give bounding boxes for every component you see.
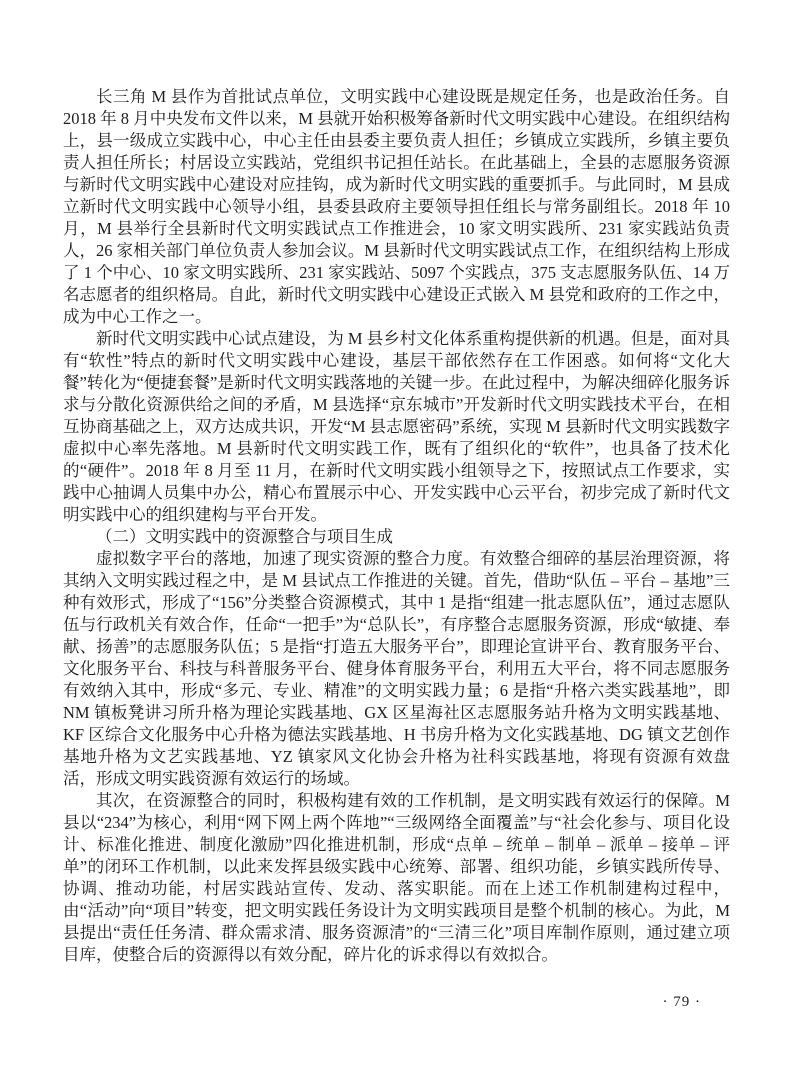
page-number: · 79 · [662,994,701,1010]
main-text-block [63,86,730,966]
paragraph: 新时代文明实践中心试点建设，为 M 县乡村文化体系重构提供新的机遇。但是，面对具有“软性”特点的新时代文明实践中心建设，基层干部依然存在工作困惑。如何将“文化大餐”转化为“便捷套餐”是新时代文明实践落地的关键一步。在此过程中，为解决细碎化服务诉求与分散化资源供给之间的矛盾，M 县选择“京东城市”开发新时代文明实践技术平台，在相互协商基础之上，双方达成共识，开发“M 县志愿密码”系统，实现 M 县新时代文明实践数字虚拟中心率先落地。M 县新时代文明实践工作，既有了组织化的“软件”，也具备了技术化的“硬件”。2018 年 8 月至 11 月，在新时代文明实践小组领导之下，按照试点工作要求，实践中心抽调人员集中办公，精心布置展示中心、开发实践中心云平台，初步完成了新时代文明实践中心的组织建构与平台开发。 [63,329,730,524]
paragraph: 其次，在资源整合的同时，积极构建有效的工作机制，是文明实践有效运行的保障。M 县以“234”为核心，利用“网下网上两个阵地”“三级网络全面覆盖”与“社会化参与、项目化设计、标准化推进、制度化激励”四化推进机制，形成“点单 – 统单 – 制单 – 派单 – 接单 – 评单”的闭环工作机制，以此来发挥县级实践中心统筹、部署、组织功能，乡镇实践所传导、协调、推动功能，村居实践站宣传、发动、落实职能。而在上述工作机制建构过程中，由“活动”向“项目”转变，把文明实践任务设计为文明实践项目是整个机制的核心。为此，M 县提出“责任任务清、群众需求清、服务资源清”的“三清三化”项目库制作原则，通过建立项目库，使整合后的资源得以有效分配，碎片化的诉求得以有效拟合。 [63,791,730,964]
paragraph: 虚拟数字平台的落地，加速了现实资源的整合力度。有效整合细碎的基层治理资源，将其纳入文明实践过程之中，是 M 县试点工作推进的关键。首先，借助“队伍 – 平台 – 基地”三种有效形式，形成了“156”分类整合资源模式，其中 1 是指“组建一批志愿队伍”，通过志愿队伍与行政机关有效合作，任命“一把手”为“总队长”，有序整合志愿服务资源，形成“敏捷、奉献、扬善”的志愿服务队伍；5 是指“打造五大服务平台”，即理论宣讲平台、教育服务平台、文化服务平台、科技与科普服务平台、健身体育服务平台，利用五大平台，将不同志愿服务有效纳入其中，形成“多元、专业、精准”的文明实践力量；6 是指“升格六类实践基地”，即 NM 镇板凳讲习所升格为理论实践基地、GX 区星海社区志愿服务站升格为文明实践基地、KF 区综合文化服务中心升格为德法实践基地、H 书房升格为文化实践基地、DG 镇文艺创作基地升格为文艺实践基地、YZ 镇家风文化协会升格为社科实践基地，将现有资源有效盘活，形成文明实践资源有效运行的场域。 [63,549,730,788]
section-heading: （二）文明实践中的资源整合与项目生成 [96,527,393,546]
paragraph: 长三角 M 县作为首批试点单位，文明实践中心建设既是规定任务，也是政治任务。自 2018 年 8 月中央发布文件以来，M 县就开始积极筹备新时代文明实践中心建设。在组织结构上，县一级成立实践中心，中心主任由县委主要负责人担任；乡镇成立实践所，乡镇主要负责人担任所长；村居设立实践站，党组织书记担任站长。在此基础上，全县的志愿服务资源与新时代文明实践中心建设对应挂钩，成为新时代文明实践的重要抓手。与此同时，M 县成立新时代文明实践中心领导小组，县委县政府主要领导担任组长与常务副组长。2018 年 10 月，M 县举行全县新时代文明实践试点工作推进会，10 家文明实践所、231 家实践站负责人，26 家相关部门单位负责人参加会议。M 县新时代文明实践试点工作，在组织结构上形成了 1 个中心、10 家文明实践所、231 家实践站、5097 个实践点，375 支志愿服务队伍、14 万名志愿者的组织格局。自此，新时代文明实践中心建设正式嵌入 M 县党和政府的工作之中，成为中心工作之一。 [63,87,730,326]
